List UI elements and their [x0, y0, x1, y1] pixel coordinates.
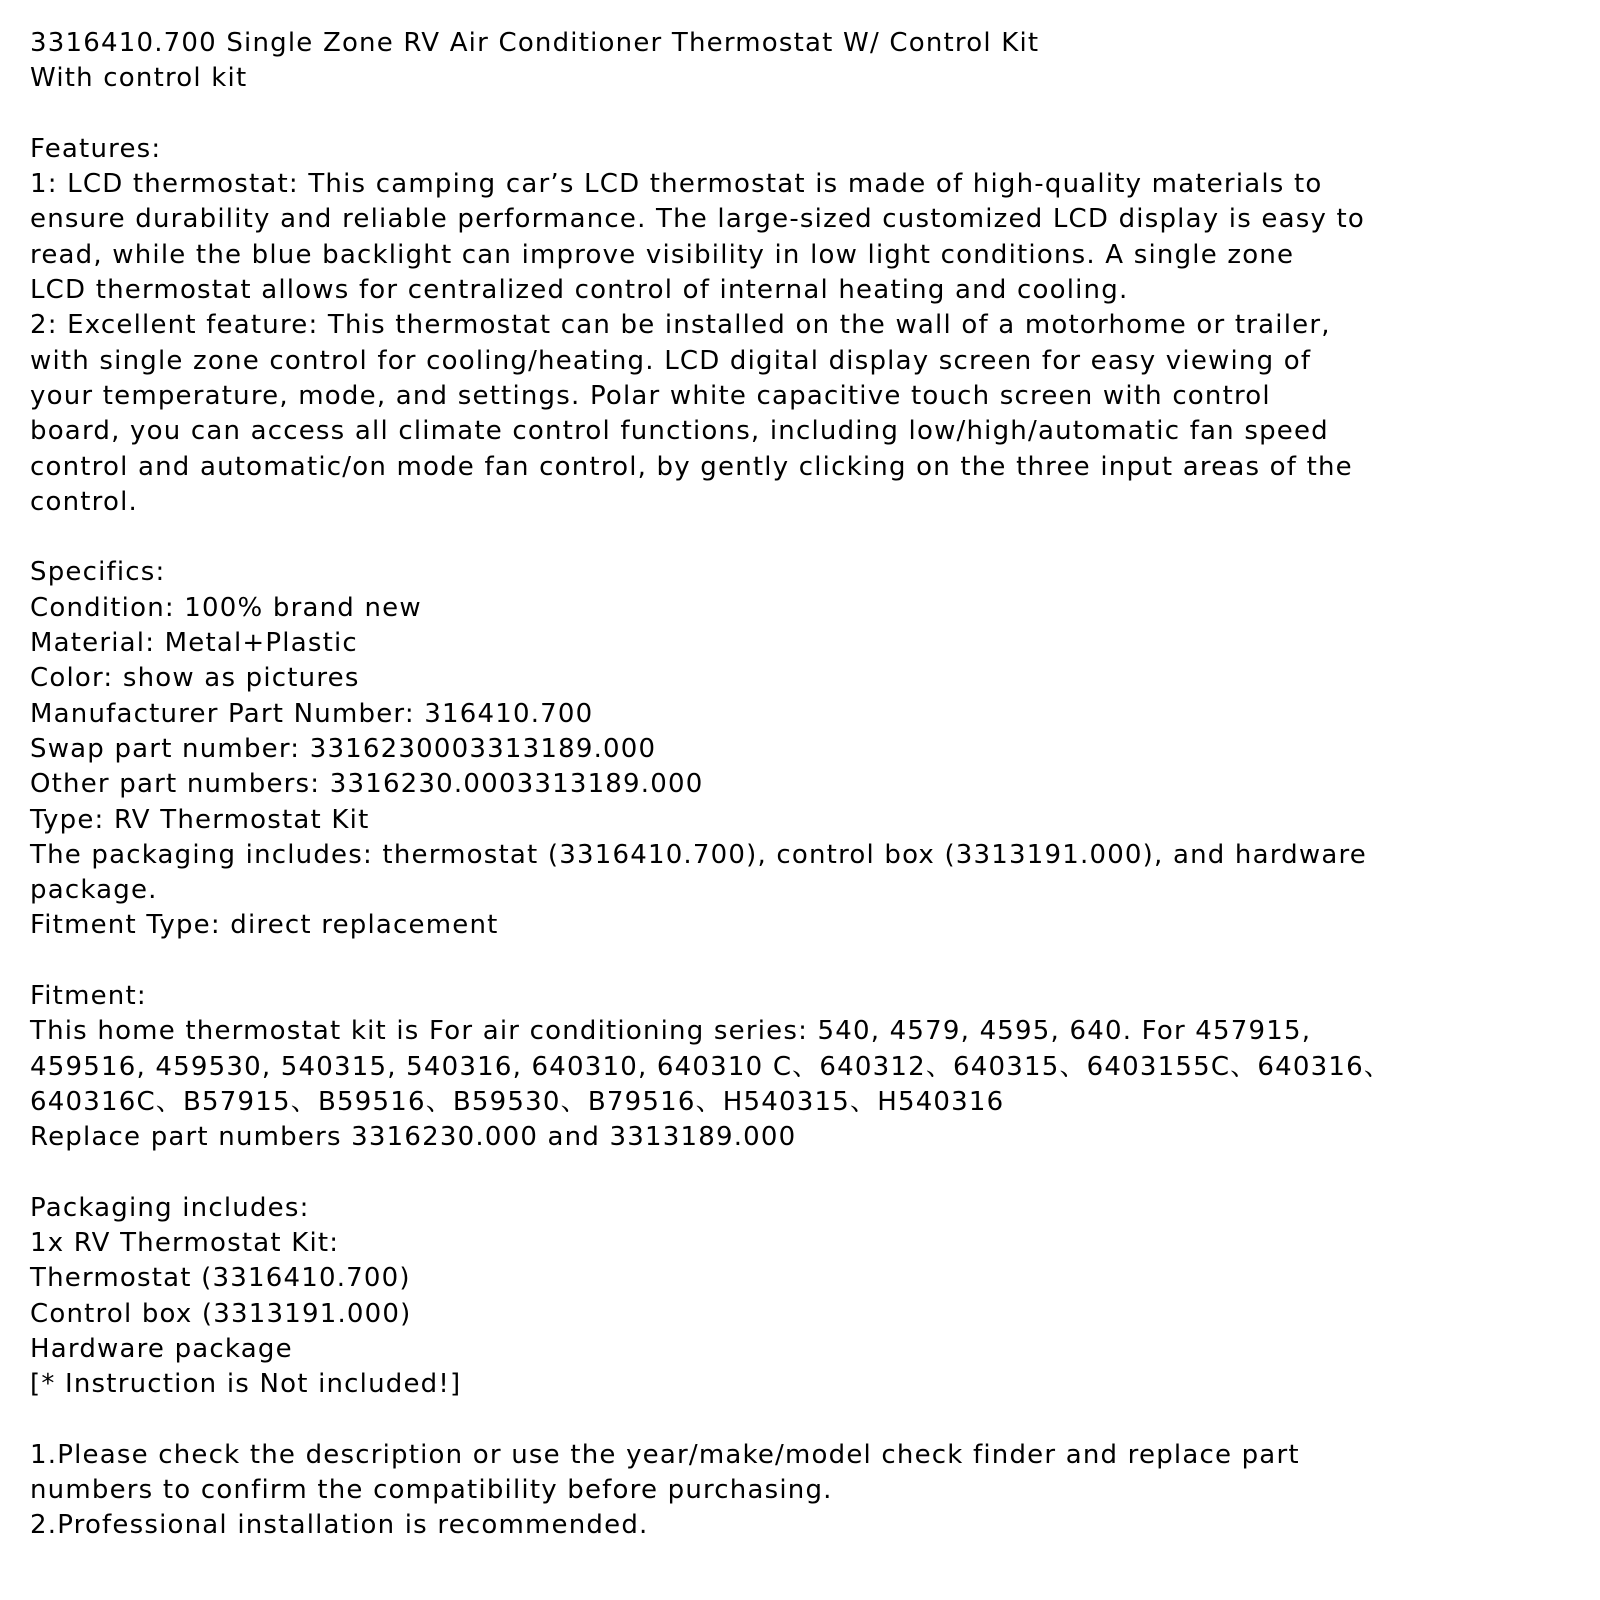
fitment-line: This home thermostat kit is For air conditioning series: 540, 4579, 4595, 640. For 457915, [30, 1016, 1312, 1047]
packaging-heading: Packaging includes: [30, 1192, 310, 1223]
note-line: 2.Professional installation is recommended. [30, 1510, 649, 1541]
specifics-line: package. [30, 875, 158, 906]
features-line: your temperature, mode, and settings. Polar white capacitive touch screen with control [30, 380, 1271, 411]
spacer [30, 1403, 1590, 1438]
spacer [30, 1156, 1590, 1191]
specifics-line: Condition: 100% brand new [30, 592, 422, 623]
packaging-line: Thermostat (3316410.700) [30, 1263, 411, 1294]
note-line: numbers to confirm the compatibility before purchasing. [30, 1475, 833, 1506]
specifics-line: Swap part number: 33162300033131‍89.000 [30, 733, 657, 764]
spacer [30, 520, 1590, 555]
product-title: 3316410.700 Single Zone RV Air Conditioner Thermostat W/ Control Kit [30, 28, 1040, 58]
features-line: with single zone control for cooling/heating. LCD digital display screen for easy viewing of [30, 345, 1312, 376]
specifics-heading: Specifics: [30, 557, 166, 588]
features-line: ensure durability and reliable performance. The large-sized customized LCD display is easy to [30, 204, 1366, 235]
packaging-line: 1x RV Thermostat Kit: [30, 1228, 340, 1259]
specifics-line: Material: Metal+Plastic [30, 628, 358, 659]
features-line: LCD thermostat allows for centralized control of internal heating and cooling. [30, 275, 1129, 306]
specifics-line: Other part numbers: 3316230.0003313189.000 [30, 769, 704, 800]
features-line: read, while the blue backlight can improve visibility in low light conditions. A single zone [30, 239, 1295, 270]
specifics-line: Fitment Type: direct replacement [30, 910, 499, 941]
specifics-section [30, 555, 1590, 943]
features-heading: Features: [30, 133, 162, 164]
fitment-section [30, 979, 1590, 1155]
spacer [30, 944, 1590, 979]
features-line: 2: Excellent feature: This thermostat can be installed on the wall of a motorhome or trailer, [30, 310, 1331, 341]
features-line: control. [30, 486, 138, 517]
product-description [30, 26, 1590, 1544]
notes-section [30, 1438, 1590, 1544]
specifics-line: Color: show as pictures [30, 663, 360, 694]
features-line: 1: LCD thermostat: This camping car’s LCD thermostat is made of high-quality materials to [30, 169, 1323, 200]
note-line: 1.Please check the description or use the year/make/model check finder and replace part [30, 1439, 1300, 1470]
features-section [30, 132, 1590, 520]
fitment-line: 459516, 459530, 540315, 540316, 640310, 640310 C、640312、640315、6403155C、640316、 [30, 1051, 1392, 1082]
spacer [30, 97, 1590, 132]
packaging-line: Hardware package [30, 1333, 293, 1364]
fitment-line: Replace part numbers 3316230.000 and 3313189.000 [30, 1122, 797, 1153]
packaging-line: Control box (3313191.000) [30, 1298, 412, 1329]
specifics-line: The packaging includes: thermostat (3316410.700), control box (3313191.000), and hardware [30, 839, 1367, 870]
features-line: control and automatic/on mode fan control, by gently clicking on the three input areas of the [30, 451, 1353, 482]
packaging-line: [* Instruction is Not included!] [30, 1369, 462, 1400]
specifics-line: Manufacturer Part Number: 316410.700 [30, 698, 594, 729]
packaging-section [30, 1191, 1590, 1403]
specifics-line: Type: RV Thermostat Kit [30, 804, 370, 835]
fitment-heading: Fitment: [30, 981, 147, 1012]
product-subtitle: With control kit [30, 63, 248, 94]
features-line: board, you can access all climate control functions, including low/high/automatic fan speed [30, 416, 1329, 447]
fitment-line: 640316C、B57915、B59516、B59530、B79516、H540315、H540316 [30, 1086, 1005, 1117]
